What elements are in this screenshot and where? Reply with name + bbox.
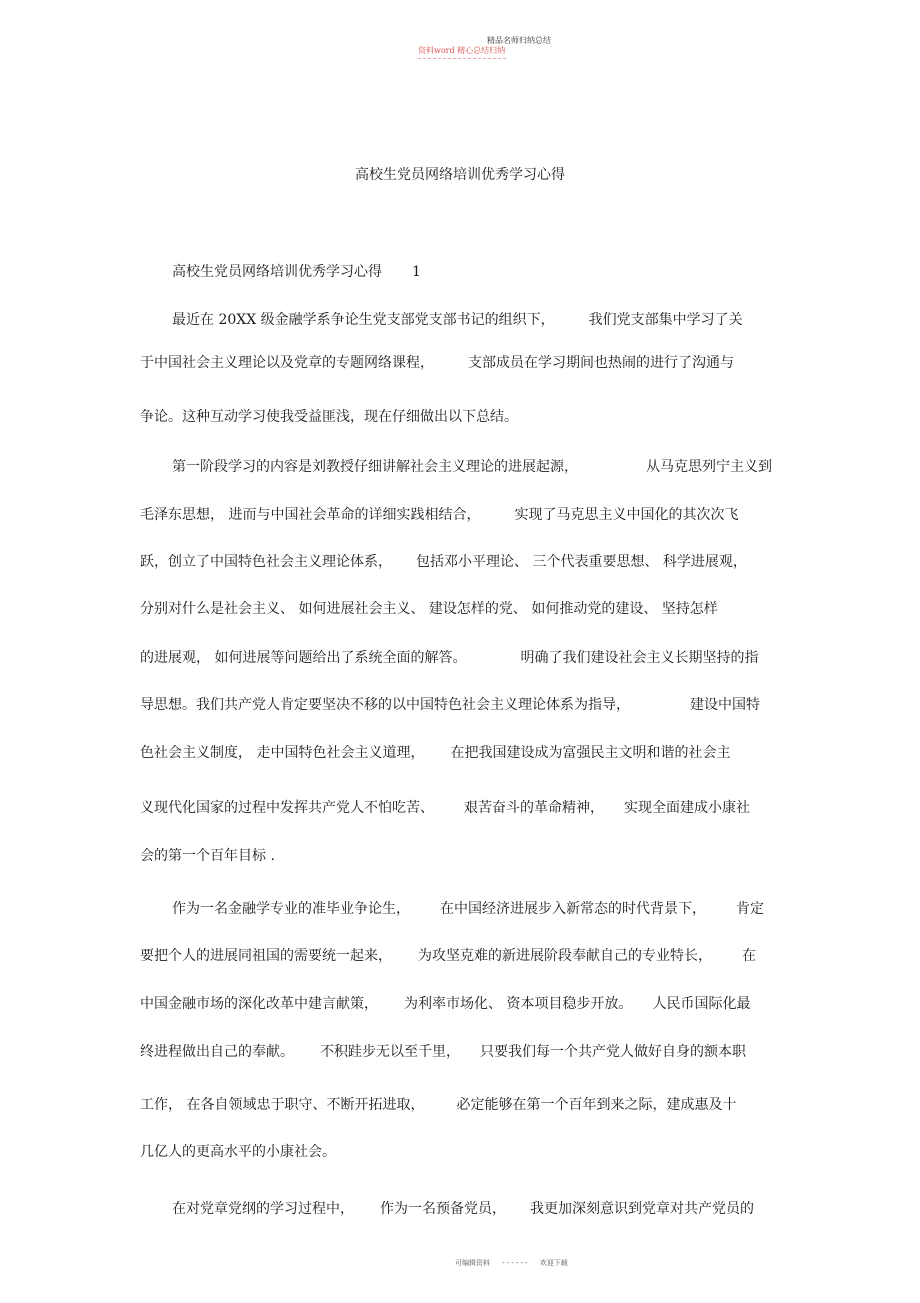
body-text-segment: 实现了马克思主义中国化的其次次飞 — [514, 507, 739, 523]
body-line — [140, 1097, 736, 1113]
body-text-segment: 必定能够在第一个百年到来之际，建成惠及十 — [456, 1097, 737, 1113]
body-text-segment: 导思想。我们共产党人肯定要坚决不移的以中国特色社会主义理论体系为指导， — [140, 697, 630, 713]
body-text-segment: 人民币国际化最 — [652, 996, 751, 1012]
body-text-segment: 包括邓小平理论、 三个代表重要思想、 科学进展观， — [416, 554, 747, 570]
body-text-segment: 为攻坚克难的新进展阶段奉献自己的专业特长， — [418, 948, 712, 964]
body-text-segment: 肯定 — [736, 901, 764, 917]
body-text-segment: 1 — [412, 264, 421, 280]
header-divider — [418, 58, 506, 59]
body-text-segment: 分别对什么是社会主义、 如何进展社会主义、 建设怎样的党、 如何推动党的建设、 坚持怎样 — [140, 601, 718, 617]
body-text-segment: 我们党支部集中学习了关 — [588, 312, 743, 328]
body-line — [140, 745, 730, 761]
footer-download-label: 欢迎下载 — [539, 1259, 568, 1267]
body-text-segment: 在 — [742, 948, 756, 964]
body-line — [140, 996, 750, 1012]
body-text-segment: 终进程做出自己的奉献。 — [140, 1044, 294, 1060]
body-text-segment: 工作， 在各自领域忠于职守、不断开拓进取， — [140, 1097, 425, 1113]
body-text-segment: 建设中国特 — [690, 697, 760, 713]
body-text-segment: 毛泽东思想， 进而与中国社会革命的详细实践相结合， — [140, 507, 481, 523]
body-text-segment: 争论。这种互动学习使我受益匪浅，现在仔细做出以下总结。 — [140, 409, 518, 425]
body-text-segment: 明确了我们建设社会主义长期坚持的指 — [520, 650, 759, 666]
body-text-segment: 高校生党员网络培训优秀学习心得 — [172, 264, 382, 280]
body-text-segment: 我更加深刻意识到党章对共产党员的 — [530, 1201, 754, 1217]
body-line — [172, 901, 764, 917]
body-line — [172, 264, 421, 280]
body-line — [140, 409, 518, 425]
body-text-segment: 只要我们每一个共产党人做好自身的额本职 — [480, 1044, 746, 1060]
body-text-segment: 最近在 20XX 级金融学系争论生党支部党支部书记的组织下， — [172, 312, 555, 328]
footer-editable-label: 可编辑资料 — [455, 1259, 490, 1267]
body-text-segment: 作为一名预备党员， — [380, 1201, 506, 1217]
body-text-segment: 色社会主义制度， 走中国特色社会主义道理， — [140, 745, 425, 761]
body-text-segment: 要把个人的进展同祖国的需要统一起来， — [140, 948, 392, 964]
body-text-segment: 作为一名金融学专业的准毕业争论生， — [172, 901, 410, 917]
body-line — [140, 948, 756, 964]
body-line — [140, 650, 758, 666]
body-line — [140, 601, 718, 617]
body-text-segment: 几亿人的更高水平的小康社会。 — [140, 1144, 336, 1160]
body-text-segment: 在中国经济进展步入新常态的时代背景下， — [440, 901, 706, 917]
footer-dashes: - - - - - - — [502, 1259, 528, 1267]
body-text-segment: 跃，创立了中国特色社会主义理论体系， — [140, 554, 392, 570]
body-text-segment: 义现代化国家的过程中发挥共产党人不怕吃苦、 — [140, 800, 434, 816]
header-sub-line: 资料word 精心总结归纳 — [418, 46, 506, 55]
body-line — [140, 697, 760, 713]
body-line — [140, 848, 275, 864]
body-text-segment: 在对党章党纲的学习过程中， — [172, 1201, 354, 1217]
page-footer — [455, 1258, 578, 1268]
body-text-segment: 于中国社会主义理论以及党章的专题网络课程， — [140, 355, 434, 371]
body-line — [140, 355, 734, 371]
body-line — [172, 1201, 754, 1217]
body-line — [140, 800, 750, 816]
body-line — [140, 554, 747, 570]
body-line — [140, 507, 738, 523]
body-text-segment: 第一阶段学习的内容是刘教授仔细讲解社会主义理论的进展起源， — [172, 459, 578, 475]
body-text-segment: 不积跬步无以至千里， — [320, 1044, 460, 1060]
body-text-segment: 支部成员在学习期间也热闹的进行了沟通与 — [468, 355, 734, 371]
body-line — [140, 1044, 746, 1060]
body-text-segment: 实现全面建成小康社 — [624, 800, 750, 816]
document-title: 高校生党员网络培训优秀学习心得 — [355, 167, 565, 183]
body-text-segment: 为利率市场化、 资本项目稳步开放。 — [404, 996, 633, 1012]
body-text-segment: 艰苦奋斗的革命精神， — [464, 800, 604, 816]
body-line — [172, 312, 743, 328]
body-line — [140, 1144, 336, 1160]
header-top-line: 精品名师归纳总结 — [487, 36, 551, 45]
body-text-segment: 的进展观， 如何进展等问题给出了系统全面的解答。 — [140, 650, 467, 666]
body-text-segment: 在把我国建设成为富强民主文明和谐的社会主 — [450, 745, 731, 761]
body-text-segment: 会的第一个百年目标 . — [140, 848, 275, 864]
body-line — [172, 459, 772, 475]
body-text-segment: 从马克思列宁主义到 — [646, 459, 772, 475]
body-text-segment: 中国金融市场的深化改革中建言献策， — [140, 996, 378, 1012]
